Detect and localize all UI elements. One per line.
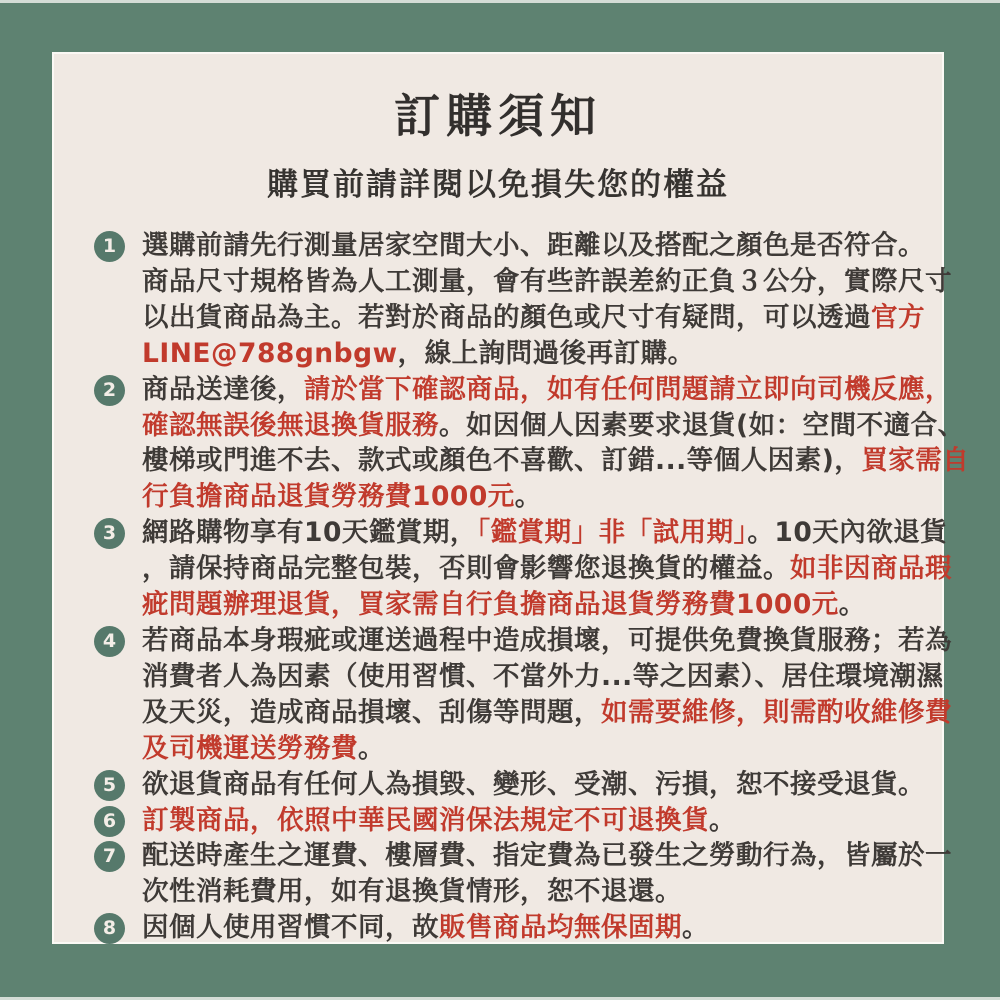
notice-line: [142, 372, 952, 408]
notice-line: [142, 623, 952, 659]
notice-item: [94, 623, 952, 767]
notice-text-segment: 疵問題辦理退貨，買家需自行負擔商品退貨勞務費1000元: [142, 589, 839, 621]
notice-text-segment: 如非因商品瑕: [790, 553, 952, 585]
notice-text-segment: 欲退貨商品有任何人為損毀、變形、受潮、污損，恕不接受退貨。: [142, 768, 925, 800]
notice-text-segment: 請於當下確認商品，如有任何問題請立即向司機反應，: [304, 373, 952, 405]
notice-text-segment: 行負擔商品退貨勞務費1000元: [142, 481, 515, 513]
notice-item: [94, 910, 912, 946]
notice-text-segment: 。: [514, 481, 542, 513]
notice-text: [142, 228, 952, 372]
notice-text: [142, 515, 952, 623]
notice-panel: [52, 52, 970, 944]
notice-line: [142, 479, 912, 515]
notice-text-segment: 網路購物享有10天鑑賞期，: [142, 517, 477, 549]
notice-text-segment: 消費者人為因素（使用習慣、不當外力...等之因素）、居住環境潮濕: [142, 660, 944, 692]
notice-text-segment: 商品送達後，: [142, 373, 304, 405]
notice-line: [142, 300, 925, 336]
notice-item: [94, 803, 912, 839]
notice-line: [142, 803, 912, 839]
notice-text-segment: 。: [358, 732, 385, 764]
notice-text-segment: 次性消耗費用，如有退換貨情形，恕不退還。: [142, 876, 682, 908]
notice-text-segment: LINE@788gnbgw: [142, 337, 398, 369]
notice-line: [142, 264, 952, 300]
notice-text-segment: 商品尺寸規格皆為人工測量，會有些許誤差約正負３公分，實際尺寸: [142, 265, 952, 297]
notice-text-segment: 因個人使用習慣不同，故: [142, 912, 439, 944]
top-edge-line: [0, 0, 1000, 3]
notice-line: [142, 515, 948, 551]
notice-number-badge: 7: [94, 841, 125, 872]
notice-line: [142, 910, 912, 946]
notice-text-segment: 。10天內欲退貨: [747, 517, 948, 549]
notice-number-badge: 5: [94, 770, 125, 801]
notice-line: [142, 731, 912, 767]
notice-item: [94, 767, 925, 803]
notice-item: [94, 228, 952, 372]
notice-text: [142, 372, 970, 516]
notice-number-badge: 4: [94, 626, 125, 657]
notice-text: [142, 803, 912, 839]
notice-line: [142, 874, 912, 910]
notice-text-segment: 及天災，造成商品損壞、刮傷等問題，: [142, 696, 601, 728]
notice-line: [142, 838, 952, 874]
notice-line: [142, 695, 952, 731]
notice-number-badge: 3: [94, 518, 125, 549]
notice-number-badge: 2: [94, 375, 125, 406]
notice-text-segment: 如需要維修，則需酌收維修費: [601, 696, 952, 728]
page-title: 訂購須知: [394, 89, 602, 143]
notice-line: [142, 767, 925, 803]
notice-line: [142, 587, 912, 623]
notice-text-segment: 選購前請先行測量居家空間大小、距離以及搭配之顏色是否符合。: [142, 230, 925, 261]
notice-line: [142, 443, 970, 479]
notice-text-segment: 。如因個人因素要求退貨(如：空間不適合、: [439, 409, 965, 441]
notice-text: [142, 838, 952, 910]
notice-text-segment: 確認無誤後無退換貨服務: [142, 409, 439, 441]
notice-line: [142, 408, 965, 444]
notice-text-segment: 。: [709, 804, 736, 836]
notice-text-segment: 若商品本身瑕疵或運送過程中造成損壞，可提供免費換貨服務；若為: [142, 624, 952, 656]
notice-item: [94, 515, 952, 623]
notice-number-badge: 8: [94, 913, 125, 944]
notice-line: [142, 551, 952, 587]
notice-number-badge: 1: [94, 231, 125, 262]
notice-text-segment: 買家需自: [861, 445, 970, 477]
notice-item: [94, 372, 970, 516]
notice-text-segment: 以出貨商品為主。若對於商品的顏色或尺寸有疑問，可以透過: [142, 301, 871, 333]
notice-text-segment: 。: [838, 589, 866, 621]
notice-text-segment: 訂製商品，依照中華民國消保法規定不可退換貨: [142, 804, 709, 836]
notice-text-segment: 販售商品均無保固期: [439, 912, 682, 944]
notice-item: [94, 838, 952, 910]
notice-text-segment: 官方: [871, 301, 925, 333]
notice-line: [142, 228, 925, 264]
notice-number-badge: 6: [94, 806, 125, 837]
notice-text: [142, 623, 952, 767]
notice-text-segment: ，請保持商品完整包裝，否則會影響您退換貨的權益。: [142, 553, 790, 585]
notice-text-segment: ，線上詢問過後再訂購。: [397, 337, 695, 369]
notice-line: [142, 659, 944, 695]
notice-text: [142, 910, 912, 946]
notice-list: [94, 228, 970, 946]
notice-text-segment: 「鑑賞期」非「試用期」: [476, 517, 748, 549]
notice-text: [142, 767, 925, 803]
notice-text-segment: 及司機運送勞務費: [142, 732, 358, 764]
notice-line: [142, 336, 912, 372]
notice-text-segment: 樓梯或門進不去、款式或顏色不喜歡、訂錯...等個人因素)，: [142, 445, 862, 477]
notice-text-segment: 。: [682, 912, 709, 944]
notice-text-segment: 配送時產生之運費、樓層費、指定費為已發生之勞動行為，皆屬於一: [142, 840, 952, 872]
page-subtitle: 購買前請詳閱以免損失您的權益: [267, 167, 729, 203]
